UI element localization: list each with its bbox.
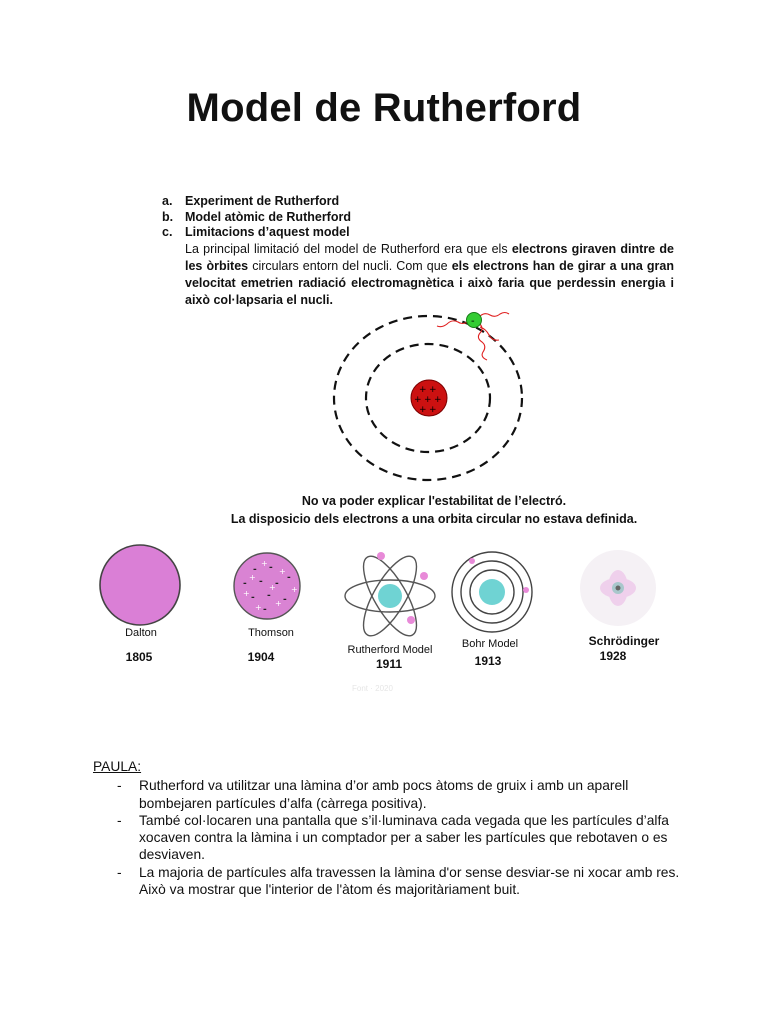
outline-label: Limitacions d’aquest model <box>185 225 350 239</box>
outline-label: Experiment de Rutherford <box>185 194 340 208</box>
svg-text:+: + <box>291 585 298 594</box>
radiation-wave <box>480 327 499 340</box>
bullet-dash: - <box>117 778 122 794</box>
bullet-text: També col·locaren una pantalla que s’il·luminava cada vegada que les partícules d’alfa xocaven contra la làmina i un comptador per a saber les partícules que rebotaven o es desviaven. <box>139 812 669 863</box>
atomic-models-timeline <box>93 540 675 672</box>
model-name-dalton: Dalton <box>125 627 157 639</box>
paula-section <box>93 758 683 898</box>
nucleus-charge: + <box>414 395 422 405</box>
svg-text:+: + <box>255 603 262 612</box>
svg-text:-: - <box>251 593 255 603</box>
bullet-dash: - <box>117 864 122 880</box>
nucleus-charge: + <box>424 395 432 405</box>
svg-text:-: - <box>253 565 257 575</box>
outline-marker: b. <box>162 209 174 224</box>
caption-stability: No va poder explicar l'estabilitat de l’electró. <box>301 494 567 508</box>
model-name-schrodinger: Schrödinger <box>588 634 660 648</box>
section-label: PAULA: <box>93 759 142 774</box>
model-year-rutherford: 1911 <box>375 657 403 671</box>
limitations-text: circulars entorn del nucli. Com que <box>248 258 452 273</box>
limitations-paragraph <box>185 241 674 309</box>
model-year-schrodinger: 1928 <box>599 649 627 663</box>
svg-text:+: + <box>279 567 286 576</box>
list-item <box>93 777 683 812</box>
bullet-text: Rutherford va utilitzar una làmina d’or amb pocs àtoms de gruix i amb un aparell bombejaren partícules d’alfa (càrrega positiva). <box>139 778 629 811</box>
outline-list <box>162 194 674 309</box>
model-year-dalton: 1805 <box>125 650 153 664</box>
svg-text:-: - <box>243 579 247 589</box>
nucleus-charge: + <box>419 385 427 395</box>
limitations-text: La principal limitació del model de Rutherford era que els <box>185 241 512 256</box>
bohr-model-icon <box>452 552 532 632</box>
svg-text:+: + <box>243 589 250 598</box>
outline-marker: a. <box>162 194 173 208</box>
caption-disposition: La disposicio dels electrons a una orbita circular no estava definida. <box>230 512 638 526</box>
svg-text:-: - <box>259 577 263 587</box>
svg-text:-: - <box>287 573 291 583</box>
svg-text:-: - <box>263 605 267 615</box>
radiation-wave <box>480 313 509 317</box>
svg-text:-: - <box>267 591 271 601</box>
list-item <box>93 812 683 864</box>
model-name-rutherford: Rutherford Model <box>347 644 433 656</box>
image-source-caption: Font · 2020 <box>352 684 393 693</box>
model-year-thomson: 1904 <box>247 650 275 664</box>
outline-item <box>162 210 674 226</box>
outline-item <box>162 194 674 210</box>
rutherford-atom-diagram <box>320 300 540 485</box>
outline-marker: c. <box>162 225 173 239</box>
bullet-text: La majoria de partícules alfa travessen la làmina d'or sense desviar-se ni xocar amb res. Això va mostrar que l'interior de l'àtom és majoritàriament buit. <box>139 864 680 898</box>
svg-text:+: + <box>261 559 268 568</box>
limitations-bold: electrons giraven dintre de les òrbites <box>185 241 674 273</box>
model-name-thomson: Thomson <box>248 627 294 639</box>
nucleus-charge: + <box>434 395 442 405</box>
svg-text:+: + <box>275 599 282 608</box>
bullet-dash: - <box>117 812 122 828</box>
page-title: Model de Rutherford <box>186 86 582 130</box>
svg-text:+: + <box>269 583 276 592</box>
nucleus-charge: + <box>419 405 427 415</box>
thomson-model-icon <box>234 553 300 619</box>
outline-item <box>162 225 674 241</box>
dalton-model-icon <box>100 545 180 625</box>
rutherford-model-icon <box>345 549 435 643</box>
svg-text:-: - <box>269 563 273 573</box>
schrodinger-model-icon <box>580 550 656 626</box>
model-name-bohr: Bohr Model <box>461 638 519 650</box>
svg-text:+: + <box>249 573 256 582</box>
model-year-bohr: 1913 <box>474 654 502 668</box>
limitations-bold: els electrons han de girar a una gran velocitat emetrien radiació electromagnètica i això faria que perdessin energia i això col·lapsaria el nucli. <box>185 258 674 307</box>
outline-label: Model atòmic de Rutherford <box>185 209 351 224</box>
list-item <box>93 864 683 899</box>
electron-charge: - <box>471 316 475 327</box>
svg-text:-: - <box>283 595 287 605</box>
nucleus-charge: + <box>429 405 437 415</box>
svg-text:-: - <box>275 579 279 589</box>
nucleus-charge: + <box>429 385 437 395</box>
